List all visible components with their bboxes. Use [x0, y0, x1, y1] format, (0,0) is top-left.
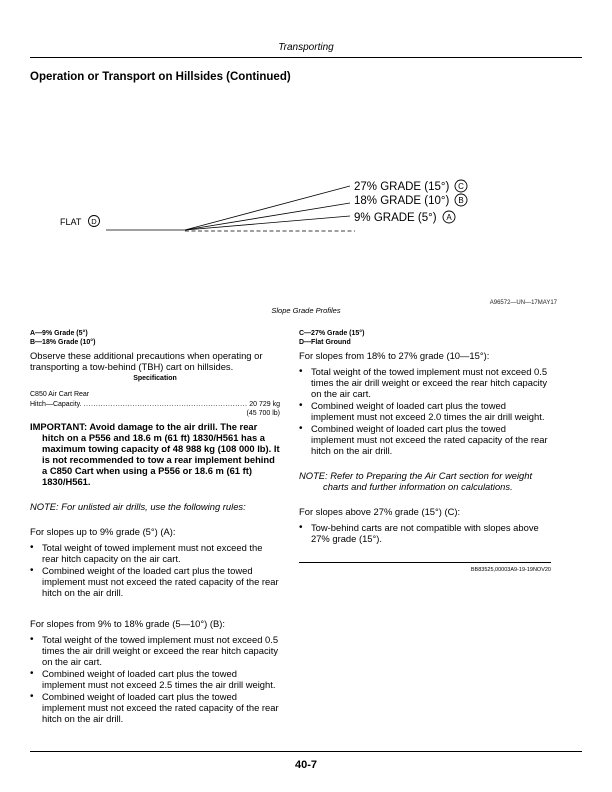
callout-c-letter: C	[458, 182, 464, 191]
spec-alt-value: (45 700 lb)	[246, 410, 280, 417]
list-item: • Combined weight of the loaded cart plus the towed implement must not exceed the rated capacity of the rear hitch on the air drill.	[30, 565, 280, 598]
flat-label: FLAT	[60, 217, 82, 227]
page-title: Operation or Transport on Hillsides (Continued)	[30, 71, 291, 83]
legend-d: D—Flat Ground	[299, 338, 351, 346]
legend-c: C—27% Grade (15°)	[299, 330, 365, 337]
list-item: • Total weight of towed implement must not exceed the rear hitch capacity on the air cart.	[30, 542, 280, 564]
footer-rule	[30, 751, 582, 752]
slope-c-heading: For slopes from 18% to 27% grade (10—15°):	[299, 350, 490, 361]
running-head: Transporting	[278, 42, 334, 53]
document-reference: BB83525,00003A9-19-19NOV20	[470, 567, 551, 573]
grade-9-label: 9% GRADE (5°)	[354, 212, 437, 224]
unlisted-drills-note: NOTE: For unlisted air drills, use the following rules:	[30, 501, 246, 512]
grade-27-label: 27% GRADE (15°)	[354, 181, 450, 193]
header-rule	[30, 57, 582, 58]
figure-caption: Slope Grade Profiles	[271, 306, 341, 315]
spec-value: 20 729 kg	[249, 401, 280, 408]
slope-grade-figure	[0, 170, 612, 250]
weight-charts-note: NOTE: Refer to Preparing the Air Cart section for weight charts and further information on calculations.	[299, 470, 533, 492]
spec-row	[30, 400, 280, 409]
important-notice: IMPORTANT: Avoid damage to the air drill. The rear hitch on a P556 and 18.6 m (61 ft) 1830/H561 has a maximum towing capacity of 48 988 kg (108 000 lb). It is not recommended to tow a rear implement behind a C850 Cart when using a P556 or 18.6 m (61 ft) 1830/H561.	[30, 421, 280, 487]
spec-leader: ...................................................................	[83, 401, 248, 408]
callout-d-letter: D	[91, 217, 97, 226]
left-column	[30, 330, 280, 725]
list-item: • Combined weight of loaded cart plus the towed implement must not exceed 2.5 times the air drill weight.	[30, 668, 280, 690]
spec-heading: Specification	[133, 375, 177, 382]
figure-id: A96572—UN—17MAY17	[489, 300, 557, 306]
legend-a: A—9% Grade (5°)	[30, 330, 88, 337]
list-item: • Combined weight of loaded cart plus the towed implement must not exceed 2.0 times the air drill weight.	[299, 400, 551, 422]
callout-a-letter: A	[446, 213, 452, 222]
slope-a-heading: For slopes up to 9% grade (5°) (A):	[30, 526, 176, 537]
page-number: 40-7	[294, 759, 318, 771]
spec-row-label: Hitch—Capacity.	[30, 401, 82, 408]
slope-a-list	[30, 542, 280, 598]
legend-b: B—18% Grade (10°)	[30, 338, 96, 346]
callout-b-letter: B	[458, 196, 464, 205]
grade-18-line	[185, 203, 350, 230]
slope-b-heading: For slopes from 9% to 18% grade (5—10°) (B):	[30, 618, 225, 629]
section-end-rule	[299, 562, 551, 563]
spec-label: C850 Air Cart Rear	[30, 391, 90, 398]
slope-c-list	[299, 366, 551, 456]
slope-b-list	[30, 634, 280, 724]
list-item: • Tow-behind carts are not compatible with slopes above 27% grade (15°).	[299, 522, 551, 544]
right-column	[299, 330, 551, 576]
grade-18-label: 18% GRADE (10°)	[354, 195, 450, 207]
list-item: • Combined weight of loaded cart plus the towed implement must not exceed the rated capacity of the rear hitch on the air drill.	[299, 423, 551, 456]
list-item: • Combined weight of loaded cart plus the towed implement must not exceed the rated capacity of the rear hitch on the air drill.	[30, 691, 280, 724]
slope-d-heading: For slopes above 27% grade (15°) (C):	[299, 506, 461, 517]
list-item: • Total weight of the towed implement must not exceed 0.5 times the air drill weight or exceed the rear hitch capacity on the air cart.	[299, 366, 551, 399]
slope-d-list	[299, 522, 551, 544]
intro-paragraph: Observe these additional precautions when operating or transporting a tow-behind (TBH) cart on hillsides.	[30, 350, 263, 372]
list-item: • Total weight of the towed implement must not exceed 0.5 times the air drill weight or exceed the rear hitch capacity on the air cart.	[30, 634, 280, 667]
